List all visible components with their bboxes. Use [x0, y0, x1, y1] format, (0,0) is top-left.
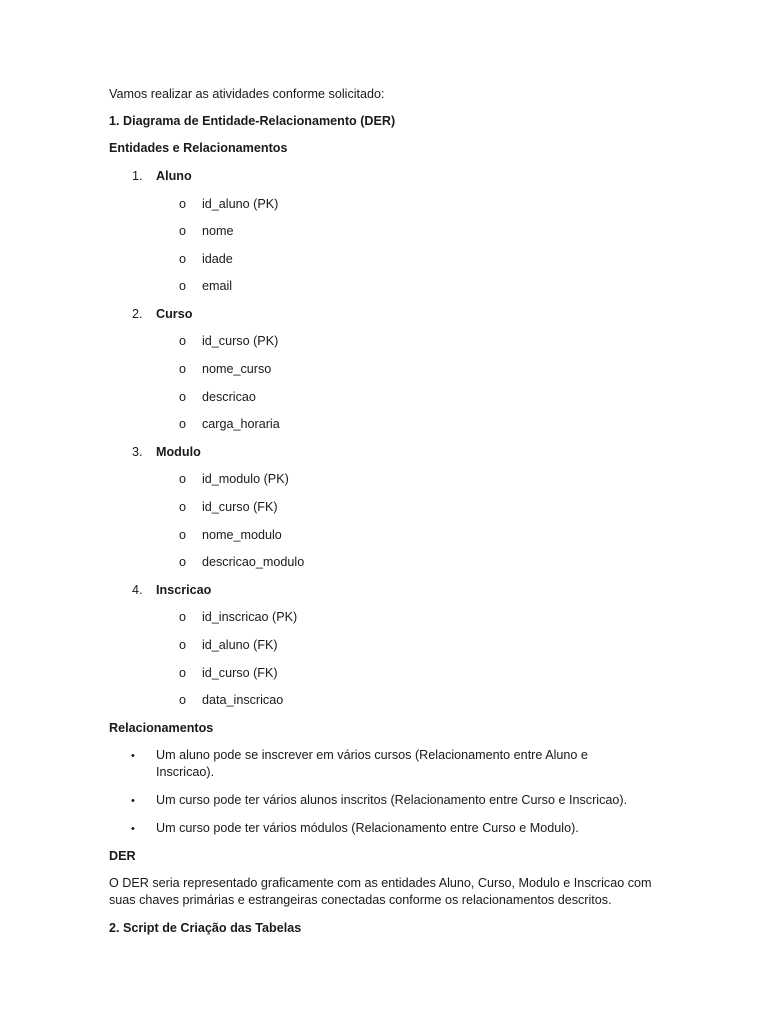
- entity-name-inscricao: Inscricao: [156, 583, 212, 597]
- entity-name-aluno: Aluno: [156, 169, 192, 183]
- entity-name-modulo: Modulo: [156, 445, 201, 459]
- sub-bullet: o: [179, 362, 187, 376]
- attribute-item: id_inscricao (PK): [202, 610, 298, 624]
- list-number: 4.: [132, 583, 143, 597]
- attribute-item: idade: [202, 252, 233, 266]
- sub-bullet: o: [179, 252, 187, 266]
- attribute-item: id_curso (FK): [202, 666, 278, 680]
- sub-bullet: o: [179, 472, 187, 486]
- list-number: 2.: [132, 307, 143, 321]
- der-heading: DER: [109, 849, 136, 863]
- attribute-item: email: [202, 279, 233, 293]
- attribute-item: id_aluno (FK): [202, 638, 278, 652]
- sub-bullet: o: [179, 197, 187, 211]
- sub-bullet: o: [179, 610, 187, 624]
- sub-bullet: o: [179, 500, 187, 514]
- attribute-item: id_aluno (PK): [202, 197, 279, 211]
- attribute-item: descricao: [202, 390, 256, 404]
- sub-bullet: o: [179, 417, 187, 431]
- entities-heading: Entidades e Relacionamentos: [109, 141, 288, 155]
- attribute-item: id_modulo (PK): [202, 472, 289, 486]
- attribute-item: nome_modulo: [202, 528, 282, 542]
- list-number: 3.: [132, 445, 143, 459]
- sub-bullet: o: [179, 666, 187, 680]
- attribute-item: descricao_modulo: [202, 555, 305, 569]
- section-2-title: 2. Script de Criação das Tabelas: [109, 921, 302, 935]
- sub-bullet: o: [179, 638, 187, 652]
- sub-bullet: o: [179, 390, 187, 404]
- bullet-icon: •: [131, 795, 135, 807]
- sub-bullet: o: [179, 334, 187, 348]
- der-paragraph: O DER seria representado graficamente com as entidades Aluno, Curso, Modulo e Inscricao com suas chaves primárias e estrangeiras conectadas conforme os relacionamentos descritos.: [109, 876, 652, 907]
- attribute-item: id_curso (FK): [202, 500, 278, 514]
- sub-bullet: o: [179, 224, 187, 238]
- intro-text: Vamos realizar as atividades conforme solicitado:: [109, 87, 385, 101]
- relationships-heading: Relacionamentos: [109, 721, 214, 735]
- entity-name-curso: Curso: [156, 307, 193, 321]
- attribute-item: nome: [202, 224, 234, 238]
- list-number: 1.: [132, 169, 143, 183]
- attribute-item: data_inscricao: [202, 693, 284, 707]
- section-1-title: 1. Diagrama de Entidade-Relacionamento (DER): [109, 114, 396, 128]
- sub-bullet: o: [179, 279, 187, 293]
- relationship-item: Um curso pode ter vários alunos inscritos (Relacionamento entre Curso e Inscricao).: [156, 793, 628, 807]
- relationship-item: Um curso pode ter vários módulos (Relacionamento entre Curso e Modulo).: [156, 821, 579, 835]
- bullet-icon: •: [131, 750, 135, 762]
- sub-bullet: o: [179, 528, 187, 542]
- sub-bullet: o: [179, 693, 187, 707]
- attribute-item: id_curso (PK): [202, 334, 279, 348]
- attribute-item: carga_horaria: [202, 417, 280, 431]
- attribute-item: nome_curso: [202, 362, 272, 376]
- sub-bullet: o: [179, 555, 187, 569]
- relationship-item: Um aluno pode se inscrever em vários cursos (Relacionamento entre Aluno e Inscricao).: [156, 748, 588, 779]
- bullet-icon: •: [131, 823, 135, 835]
